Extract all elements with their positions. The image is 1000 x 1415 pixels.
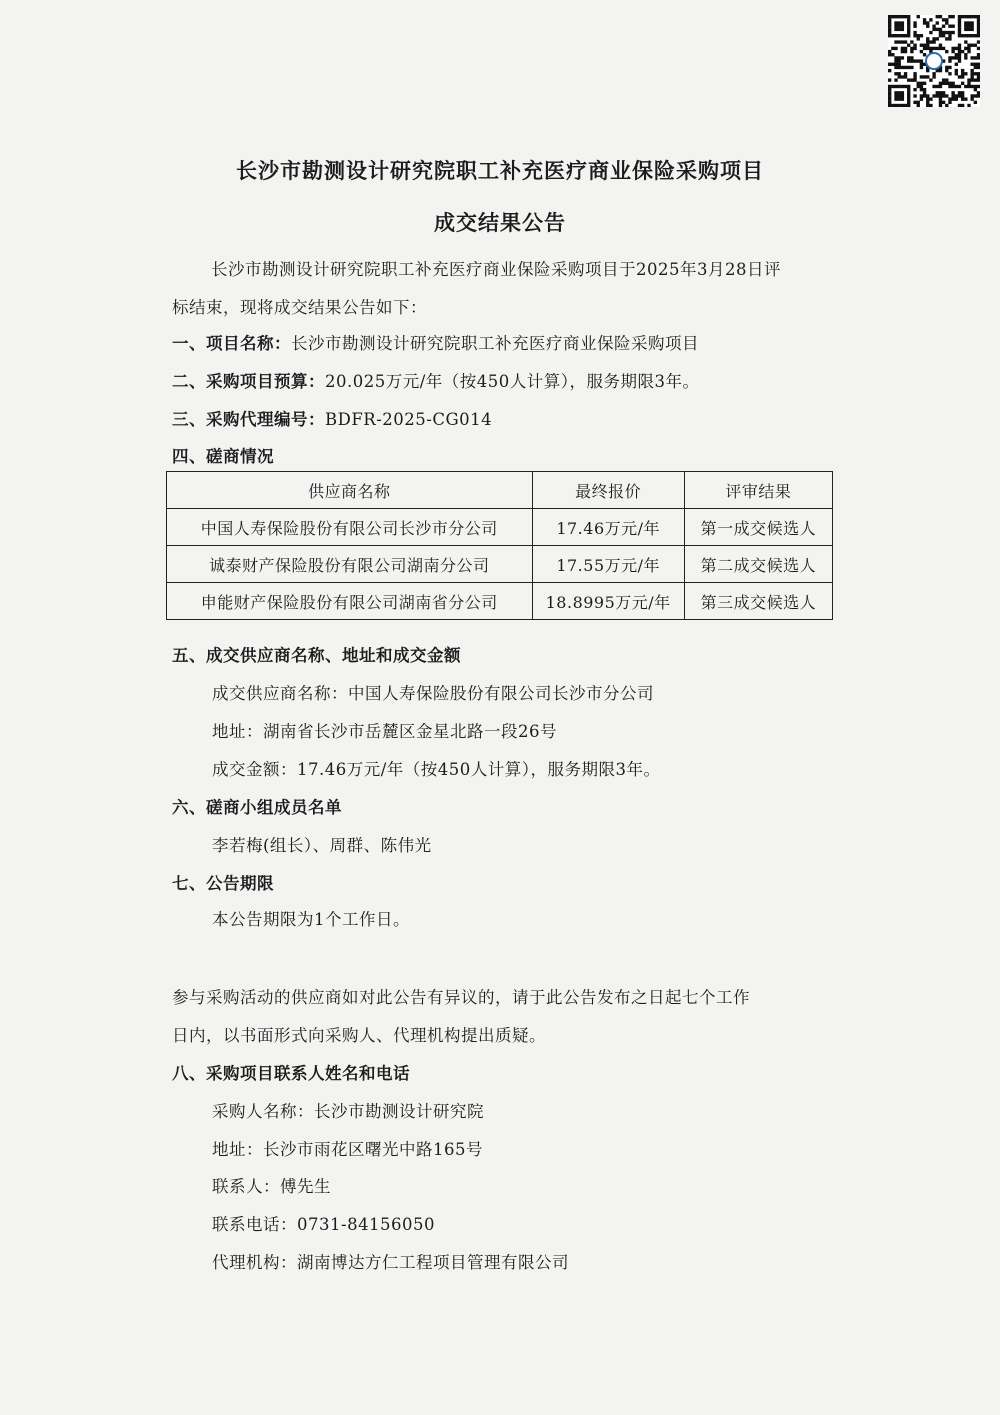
section-6-label: 六、磋商小组成员名单 xyxy=(172,798,342,817)
objection-line-1: 参与采购活动的供应商如对此公告有异议的，请于此公告发布之日起七个工作 xyxy=(172,988,750,1007)
table-cell-supplier: 申能财产保险股份有限公司湖南省分公司 xyxy=(167,583,533,620)
table-header-price: 最终报价 xyxy=(532,472,684,509)
contact-phone: 联系电话：0731-84156050 xyxy=(212,1215,436,1234)
section-3-label: 三、采购代理编号： xyxy=(172,410,325,429)
budget-value: 20.025万元/年（按450人计算），服务期限3年。 xyxy=(325,372,700,391)
section-4-label: 四、磋商情况 xyxy=(172,447,274,466)
project-name: 长沙市勘测设计研究院职工补充医疗商业保险采购项目 xyxy=(291,334,699,353)
intro-line-2: 标结束，现将成交结果公告如下： xyxy=(172,298,427,317)
quotation-table xyxy=(166,471,833,620)
winning-amount: 成交金额：17.46万元/年（按450人计算），服务期限3年。 xyxy=(212,760,661,779)
document-subtitle: 成交结果公告 xyxy=(434,211,566,235)
section-1 xyxy=(172,330,699,354)
table-cell-result: 第二成交候选人 xyxy=(684,546,832,583)
panel-members: 李若梅(组长）、周群、陈伟光 xyxy=(212,836,432,855)
purchaser-name: 采购人名称：长沙市勘测设计研究院 xyxy=(212,1102,484,1121)
table-cell-supplier: 中国人寿保险股份有限公司长沙市分公司 xyxy=(167,509,533,546)
intro-line-1: 长沙市勘测设计研究院职工补充医疗商业保险采购项目于2025年3月28日评 xyxy=(211,260,781,279)
objection-line-2: 日内，以书面形式向采购人、代理机构提出质疑。 xyxy=(172,1026,546,1045)
purchaser-address: 地址：长沙市雨花区曙光中路165号 xyxy=(212,1140,483,1159)
section-8-label: 八、采购项目联系人姓名和电话 xyxy=(172,1064,410,1083)
document-title: 长沙市勘测设计研究院职工补充医疗商业保险采购项目 xyxy=(236,159,764,183)
agency-name: 代理机构：湖南博达方仁工程项目管理有限公司 xyxy=(212,1253,569,1272)
table-cell-price: 18.8995万元/年 xyxy=(532,583,684,620)
table-row xyxy=(167,509,833,546)
table-cell-result: 第一成交候选人 xyxy=(684,509,832,546)
table-row xyxy=(167,546,833,583)
table-header-result: 评审结果 xyxy=(684,472,832,509)
table-header-supplier: 供应商名称 xyxy=(167,472,533,509)
table-row xyxy=(167,583,833,620)
table-cell-supplier: 诚泰财产保险股份有限公司湖南分公司 xyxy=(167,546,533,583)
table-cell-price: 17.46万元/年 xyxy=(532,509,684,546)
qr-code-icon xyxy=(888,15,980,107)
section-7-label: 七、公告期限 xyxy=(172,874,274,893)
table-cell-price: 17.55万元/年 xyxy=(532,546,684,583)
section-3 xyxy=(172,406,492,430)
section-2-label: 二、采购项目预算： xyxy=(172,372,325,391)
section-2 xyxy=(172,368,700,392)
section-5-label: 五、成交供应商名称、地址和成交金额 xyxy=(172,646,461,665)
agency-code: BDFR-2025-CG014 xyxy=(325,410,493,429)
notice-period: 本公告期限为1个工作日。 xyxy=(212,910,410,929)
section-1-label: 一、项目名称： xyxy=(172,334,291,353)
contact-person: 联系人：傅先生 xyxy=(212,1177,331,1196)
table-header-row xyxy=(167,472,833,509)
table-cell-result: 第三成交候选人 xyxy=(684,583,832,620)
winning-supplier-address: 地址：湖南省长沙市岳麓区金星北路一段26号 xyxy=(212,722,557,741)
winning-supplier: 成交供应商名称：中国人寿保险股份有限公司长沙市分公司 xyxy=(212,684,654,703)
